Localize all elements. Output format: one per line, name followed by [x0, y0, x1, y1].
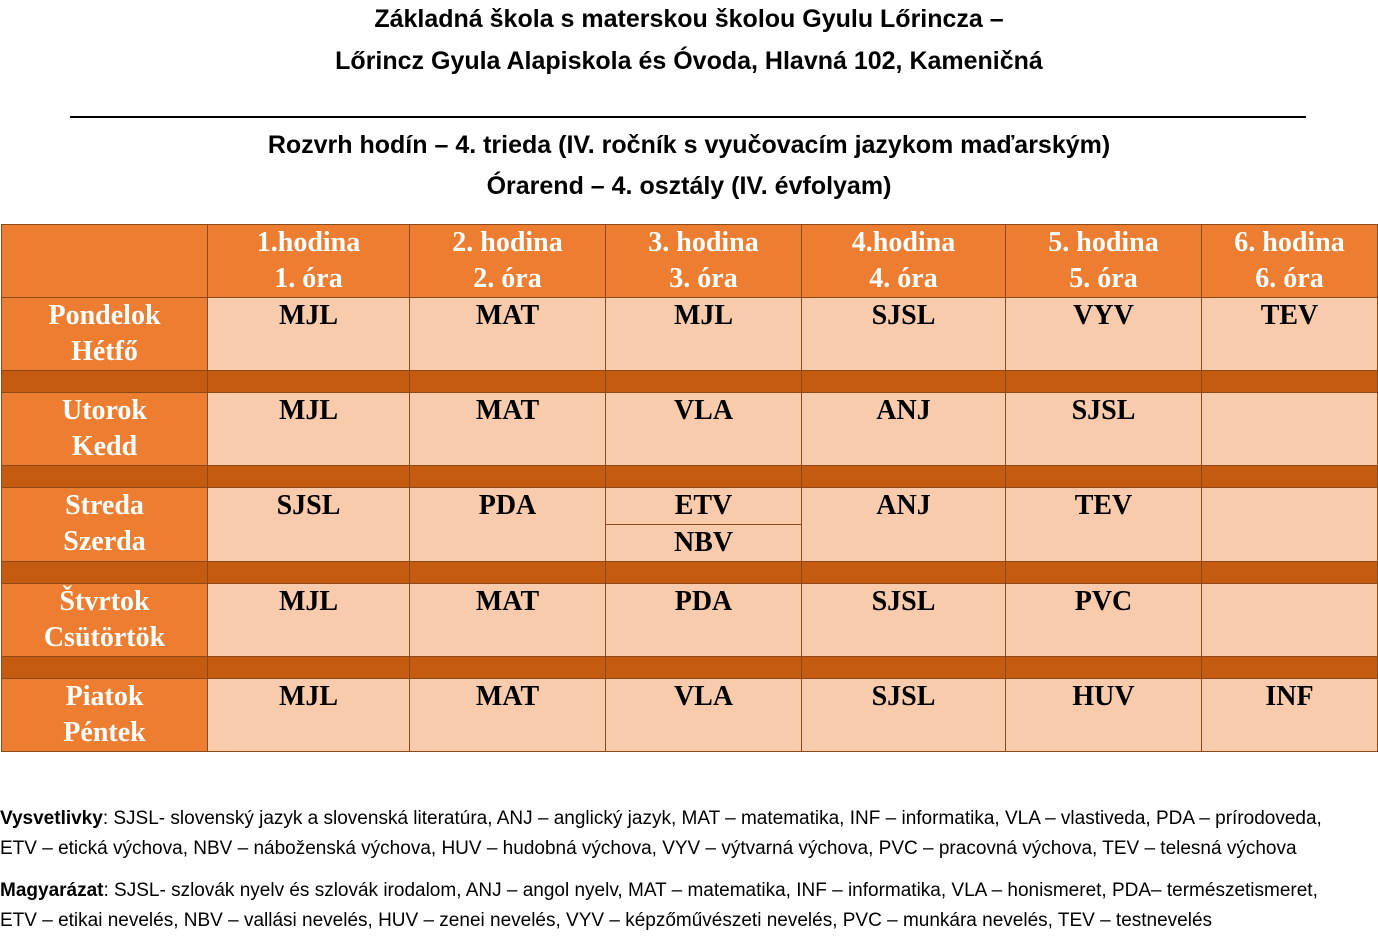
lesson-cell: SJSL: [208, 488, 410, 562]
period-header-row: [2, 225, 1378, 298]
day-label: Pondelok Hétfő: [2, 298, 208, 371]
day-row-monday: [2, 298, 1378, 371]
legend-slovak: [0, 804, 1378, 864]
lesson-cell: INF: [1202, 679, 1378, 752]
lesson-cell: PVC: [1006, 584, 1202, 657]
legend-hungarian: [0, 876, 1378, 936]
day-row-tuesday: [2, 393, 1378, 466]
day-row-wednesday: [2, 488, 1378, 562]
period-header: 5. hodina 5. óra: [1006, 225, 1202, 298]
row-separator: [2, 562, 1378, 584]
day-row-thursday: [2, 584, 1378, 657]
lesson-cell: SJSL: [802, 584, 1006, 657]
timetable-title-sk: Rozvrh hodín – 4. trieda (IV. ročník s vyučovacím jazykom maďarským): [267, 131, 1111, 159]
legend-hungarian-label: Magyarázat: [0, 880, 104, 901]
lesson-cell: MAT: [410, 679, 606, 752]
lesson-cell: PDA: [606, 584, 802, 657]
day-label: Piatok Péntek: [2, 679, 208, 752]
legend-slovak-label: Vysvetlivky: [0, 808, 103, 829]
lesson-cell: [1202, 488, 1378, 562]
legend-slovak-text-1: : SJSL- slovenský jazyk a slovenská literatúra, ANJ – anglický jazyk, MAT – matematika, INF – informatika, VLA – vlastiveda, PDA – prírodoveda,: [102, 808, 1322, 829]
timetable-title-hu: Órarend – 4. osztály (IV. évfolyam): [486, 172, 892, 200]
period-header: 2. hodina 2. óra: [410, 225, 606, 298]
lesson-cell: SJSL: [1006, 393, 1202, 466]
day-label: Štvrtok Csütörtök: [2, 584, 208, 657]
lesson-cell: ANJ: [802, 393, 1006, 466]
lesson-cell: HUV: [1006, 679, 1202, 752]
lesson-cell: MAT: [410, 584, 606, 657]
lesson-cell: MJL: [208, 393, 410, 466]
row-separator: [2, 466, 1378, 488]
lesson-cell: VLA: [606, 393, 802, 466]
lesson-cell: VLA: [606, 679, 802, 752]
lesson-option-religion: NBV: [673, 527, 734, 558]
legend-hungarian-text-2: ETV – etikai nevelés, NBV – vallási nevelés, HUV – zenei nevelés, VYV – képzőművészeti nevelés, PVC – munkára nevelés, TEV – testnevelés: [0, 910, 1213, 931]
lesson-option-ethics: ETV: [606, 488, 801, 525]
lesson-cell: TEV: [1006, 488, 1202, 562]
lesson-cell: VYV: [1006, 298, 1202, 371]
lesson-cell: MJL: [208, 679, 410, 752]
period-header: 6. hodina 6. óra: [1202, 225, 1378, 298]
legend-slovak-text-2: ETV – etická výchova, NBV – náboženská výchova, HUV – hudobná výchova, VYV – výtvarná výchova, PVC – pracovná výchova, TEV – telesná výchova: [0, 838, 1297, 859]
period-header: 3. hodina 3. óra: [606, 225, 802, 298]
lesson-cell: PDA: [410, 488, 606, 562]
corner-cell: [2, 225, 208, 298]
lesson-cell: SJSL: [802, 298, 1006, 371]
period-header: 4.hodina 4. óra: [802, 225, 1006, 298]
row-separator: [2, 657, 1378, 679]
lesson-cell: [1202, 393, 1378, 466]
lesson-cell: MAT: [410, 393, 606, 466]
day-row-friday: [2, 679, 1378, 752]
lesson-cell: MJL: [208, 298, 410, 371]
lesson-cell: MJL: [208, 584, 410, 657]
lesson-cell: TEV: [1202, 298, 1378, 371]
day-label: Streda Szerda: [2, 488, 208, 562]
lesson-cell: MJL: [606, 298, 802, 371]
lesson-cell: SJSL: [802, 679, 1006, 752]
legend-hungarian-text-1: : SJSL- szlovák nyelv és szlovák irodalom, ANJ – angol nyelv, MAT – matematika, INF – informatika, VLA – honismeret, PDA– természetismeret,: [103, 880, 1318, 901]
period-header: 1.hodina 1. óra: [208, 225, 410, 298]
timetable: [1, 224, 1378, 752]
title-divider: [70, 116, 1306, 118]
day-label: Utorok Kedd: [2, 393, 208, 466]
lesson-cell-split: [606, 488, 802, 562]
school-name-line-2: Lőrincz Gyula Alapiskola és Óvoda, Hlavná 102, Kameničná: [335, 47, 1043, 75]
school-name-line-1: Základná škola s materskou školou Gyulu Lőrincza –: [374, 5, 1004, 33]
lesson-cell: ANJ: [802, 488, 1006, 562]
row-separator: [2, 371, 1378, 393]
lesson-cell: [1202, 584, 1378, 657]
lesson-cell: MAT: [410, 298, 606, 371]
